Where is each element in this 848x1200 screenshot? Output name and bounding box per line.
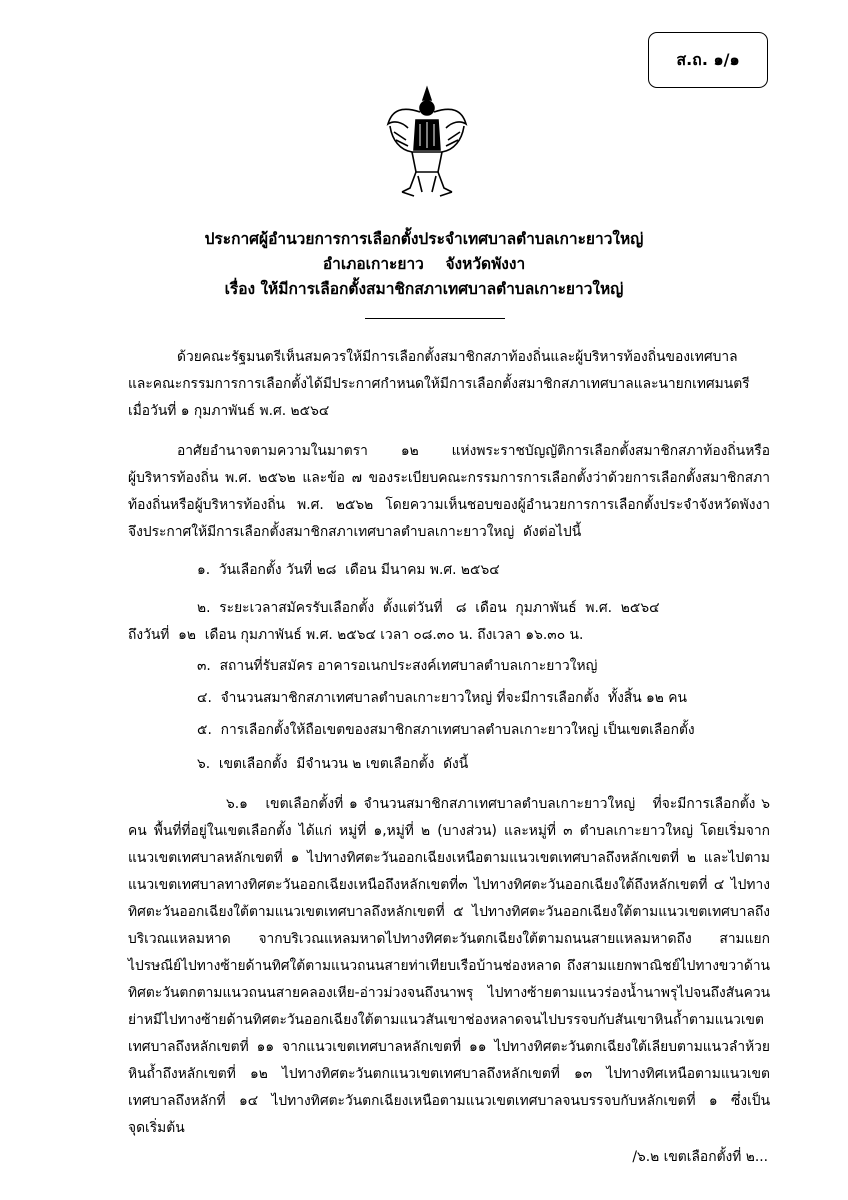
item-4: ๔. จำนวนสมาชิกสภาเทศบาลตำบลเกาะยาวใหญ่ ที่จะมีการเลือกตั้ง ทั้งสิ้น ๑๒ คน [197, 690, 687, 706]
item-6-1-line9: ย่าหมีไปทางซ้ายด้านทิศตะวันออกเฉียงใต้ตามแนวสันเขาช่องหลาดจนไปบรรจบกับสันเขาหินถ้ำตามแนวเขต [128, 1012, 764, 1028]
item-6-1-line12: เทศบาลถึงหลักที่ ๑๔ ไปทางทิศตะวันตกเฉียงเหนือตามแนวเขตเทศบาลจนบรรจบกับหลักเขตที่ ๑ ซึ่งเป็น [128, 1093, 770, 1109]
para2-line4: จึงประกาศให้มีการเลือกตั้งสมาชิกสภาเทศบาลตำบลเกาะยาวใหญ่ ดังต่อไปนี้ [128, 524, 582, 540]
garuda-emblem-icon [382, 80, 472, 210]
item-6-1-line10: เทศบาลถึงหลักเขตที่ ๑๑ จากแนวเขตเทศบาลหลักเขตที่ ๑๑ ไปทางทิศตะวันตกเฉียงใต้เลียบตามแนวลำห้วย [128, 1039, 770, 1055]
item-2-line1: ๒. ระยะเวลาสมัครรับเลือกตั้ง ตั้งแต่วันที่ ๘ เดือน กุมภาพันธ์ พ.ศ. ๒๕๖๔ [197, 600, 660, 616]
form-code-box [648, 32, 768, 88]
item-6: ๖. เขตเลือกตั้ง มีจำนวน ๒ เขตเลือกตั้ง ดังนี้ [197, 756, 469, 772]
item-6-1-line4: แนวเขตเทศบาลทางทิศตะวันออกเฉียงเหนือถึงหลักเขตที่๓ ไปทางทิศตะวันออกเฉียงใต้ถึงหลักเขตที่ ๔ ไปทาง [128, 877, 770, 893]
item-6-1-line3: แนวเขตเทศบาลหลักเขตที่ ๑ ไปทางทิศตะวันออกเฉียงเหนือตามแนวเขตเทศบาลถึงหลักเขตที่ ๒ และไปตาม [128, 850, 770, 866]
item-6-1-line7: ไปรษณีย์ไปทางซ้ายด้านทิศใต้ตามแนวถนนสายท่าเทียบเรือบ้านช่องหลาด ถึงสามแยกพาณิชย์ไปทางขวาด้าน [128, 958, 770, 974]
item-6-1-line2: คน พื้นที่ที่อยู่ในเขตเลือกตั้ง ได้แก่ หมู่ที่ ๑,หมู่ที่ ๒ (บางส่วน) และหมู่ที่ ๓ ตำบลเกาะยาวใหญ่ โดยเริ่มจาก [128, 823, 770, 839]
item-2-line2: ถึงวันที่ ๑๒ เดือน กุมภาพันธ์ พ.ศ. ๒๕๖๔ เวลา ๐๘.๓๐ น. ถึงเวลา ๑๖.๓๐ น. [128, 627, 584, 643]
continuation-note: /๖.๒ เขตเลือกตั้งที่ ๒... [632, 1149, 768, 1165]
item-6-1-line5: ทิศตะวันออกเฉียงใต้ตามแนวเขตเทศบาลถึงหลักเขตที่ ๕ ไปทางทิศตะวันออกเฉียงใต้ตามแนวเขตเทศบาลถึง [128, 904, 770, 920]
para1-line3: เมื่อวันที่ ๑ กุมภาพันธ์ พ.ศ. ๒๕๖๔ [128, 403, 330, 419]
form-code: ส.ถ. ๑/๑ [676, 49, 740, 69]
item-3: ๓. สถานที่รับสมัคร อาคารอเนกประสงค์เทศบาลตำบลเกาะยาวใหญ่ [197, 658, 598, 674]
item-6-1-line1: ๖.๑ เขตเลือกตั้งที่ ๑ จำนวนสมาชิกสภาเทศบาลตำบลเกาะยาวใหญ่ ที่จะมีการเลือกตั้ง ๖ [226, 796, 770, 812]
para2-line3: ท้องถิ่นหรือผู้บริหารท้องถิ่น พ.ศ. ๒๕๖๒ โดยความเห็นชอบของผู้อำนวยการการเลือกตั้งประจำจังหวัดพังงา [128, 497, 770, 513]
para1-line2: และคณะกรรมการการเลือกตั้งได้มีประกาศกำหนดให้มีการเลือกตั้งสมาชิกสภาเทศบาลและนายกเทศมนตรี [128, 376, 750, 392]
announcement-title: ประกาศผู้อำนวยการการเลือกตั้งประจำเทศบาลตำบลเกาะยาวใหญ่ [204, 230, 644, 248]
para2-line1: อาศัยอำนาจตามความในมาตรา ๑๒ แห่งพระราชบัญญัติการเลือกตั้งสมาชิกสภาท้องถิ่นหรือ [177, 443, 770, 459]
announcement-district: อำเภอเกาะยาว จังหวัดพังงา [322, 255, 526, 273]
announcement-subject: เรื่อง ให้มีการเลือกตั้งสมาชิกสภาเทศบาลตำบลเกาะยาวใหญ่ [224, 280, 624, 298]
item-5: ๕. การเลือกตั้งให้ถือเขตของสมาชิกสภาเทศบาลตำบลเกาะยาวใหญ่ เป็นเขตเลือกตั้ง [197, 722, 695, 738]
para2-line2: ผู้บริหารท้องถิ่น พ.ศ. ๒๕๖๒ และข้อ ๗ ของระเบียบคณะกรรมการการเลือกตั้งว่าด้วยการเลือกตั้งสมาชิกสภา [128, 470, 770, 486]
item-6-1-line6: บริเวณแหลมหาด จากบริเวณแหลมหาดไปทางทิศตะวันตกเฉียงใต้ตามถนนสายแหลมหาดถึง สามแยก [128, 931, 770, 947]
para1-line1: ด้วยคณะรัฐมนตรีเห็นสมควรให้มีการเลือกตั้งสมาชิกสภาท้องถิ่นและผู้บริหารท้องถิ่นของเทศบาล [177, 349, 738, 365]
item-6-1-line8: ทิศตะวันตกตามแนวถนนสายคลองเหีย-อ่าวม่วงจนถึงนาพรุ ไปทางซ้ายตามแนวร่องน้ำนาพรุไปจนถึงสันควน [128, 985, 770, 1001]
title-divider [365, 318, 505, 319]
item-6-1-line13: จุดเริ่มต้น [128, 1120, 185, 1136]
item-1: ๑. วันเลือกตั้ง วันที่ ๒๘ เดือน มีนาคม พ.ศ. ๒๕๖๔ [197, 562, 500, 578]
item-6-1-line11: หินถ้ำถึงหลักเขตที่ ๑๒ ไปทางทิศตะวันตกแนวเขตเทศบาลถึงหลักเขตที่ ๑๓ ไปทางทิศเหนือตามแนวเขต [128, 1066, 770, 1082]
